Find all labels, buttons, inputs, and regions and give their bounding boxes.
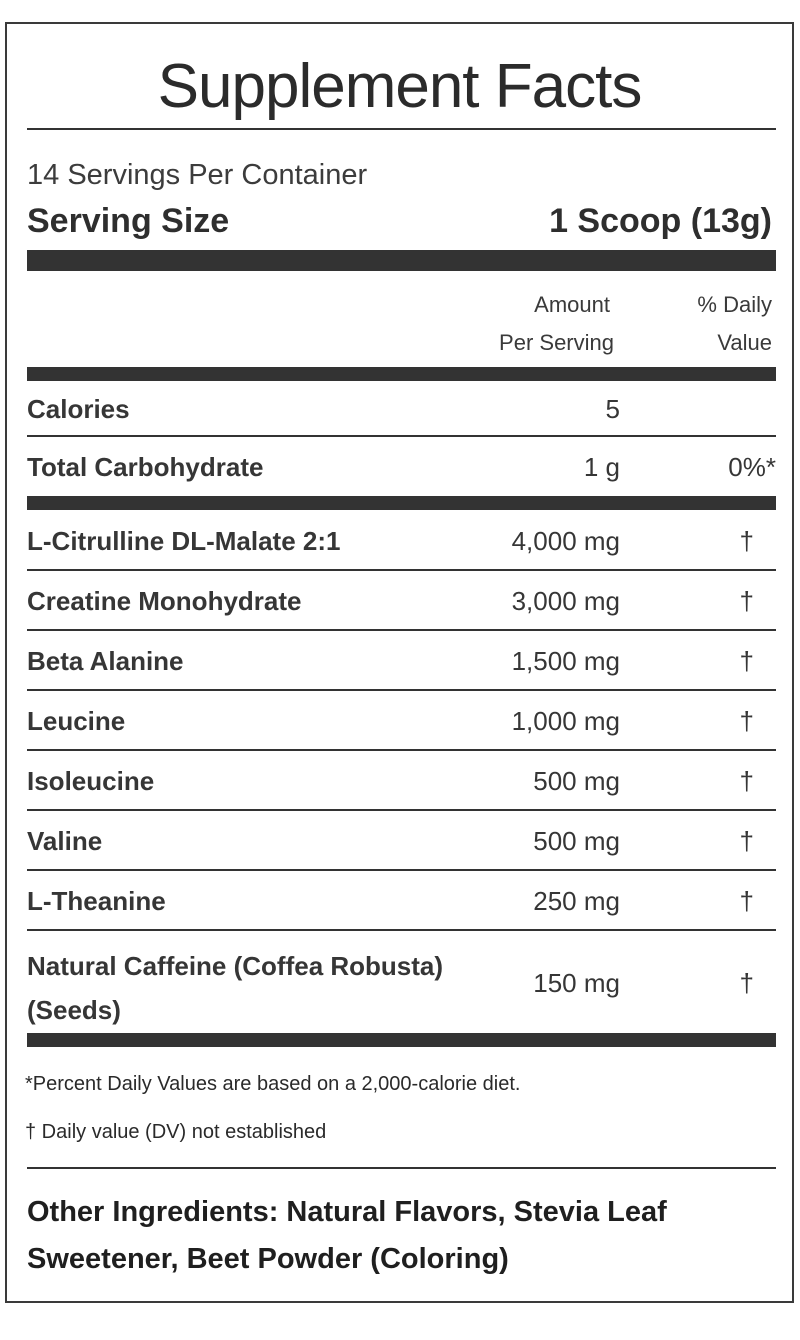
ingredient-amount: 3,000 mg [511,586,620,616]
serving-divider [27,250,776,271]
serving-size-label: Serving Size [27,202,230,240]
ingredient-name: L-Citrulline DL-Malate 2:1 [27,526,341,556]
dv-header-line1: % Daily [697,292,772,317]
row-divider [27,629,776,631]
ingredient-dv: † [739,586,754,616]
ingredient-amount: 500 mg [533,826,620,856]
supplement-facts-panel [5,22,794,1303]
nutrients-divider [27,496,776,510]
ingredient-amount: 250 mg [533,886,620,916]
other-ingredients: Other Ingredients: Natural Flavors, Stevia Leaf Sweetener, Beet Powder (Coloring) [27,1196,667,1275]
ingredient-amount: 1,000 mg [511,706,620,736]
row-divider [27,929,776,931]
ingredient-name: Isoleucine [27,766,155,796]
ingredients-divider [27,1033,776,1047]
nutrient-dv: 0%* [728,452,776,482]
nutrient-amount: 1 g [583,452,620,482]
ingredient-amount: 1,500 mg [511,646,620,676]
ingredient-name: L-Theanine [27,886,166,916]
footnote-divider [27,1167,776,1169]
row-divider [27,869,776,871]
panel-title: Supplement Facts [157,52,642,121]
footnote-percent-dv: *Percent Daily Values are based on a 2,000-calorie diet. [25,1073,521,1095]
row-divider [27,569,776,571]
amount-column-header [499,286,614,362]
nutrient-name: Calories [27,394,130,424]
ingredient-name: Leucine [27,706,126,736]
ingredient-name-line2: (Seeds) [27,995,121,1025]
ingredient-dv: † [739,968,754,998]
dv-column-header [697,286,772,362]
row-divider [27,749,776,751]
ingredient-amount: 4,000 mg [511,526,620,556]
ingredient-name: Valine [27,826,103,856]
ingredient-name: Creatine Monohydrate [27,586,302,616]
amount-header-line2: Per Serving [499,330,614,355]
ingredient-dv: † [739,766,754,796]
ingredient-name: Beta Alanine [27,646,184,676]
header-divider [27,367,776,381]
row-divider [27,689,776,691]
amount-header-line1: Amount [534,292,610,317]
ingredient-dv: † [739,886,754,916]
ingredient-dv: † [739,826,754,856]
row-divider [27,435,776,437]
nutrient-name: Total Carbohydrate [27,452,264,482]
ingredient-dv: † [739,526,754,556]
ingredient-amount: 150 mg [533,968,620,998]
title-divider [27,128,776,130]
serving-size-value: 1 Scoop (13g) [549,202,772,240]
ingredient-amount: 500 mg [533,766,620,796]
ingredient-name-line1: Natural Caffeine (Coffea Robusta) [27,951,444,981]
servings-per-container: 14 Servings Per Container [27,159,368,191]
ingredient-name [27,944,443,1032]
row-divider [27,809,776,811]
nutrient-amount: 5 [605,394,620,424]
ingredient-dv: † [739,646,754,676]
footnote-dagger: † Daily value (DV) not established [25,1121,327,1143]
ingredient-dv: † [739,706,754,736]
dv-header-line2: Value [717,330,772,355]
